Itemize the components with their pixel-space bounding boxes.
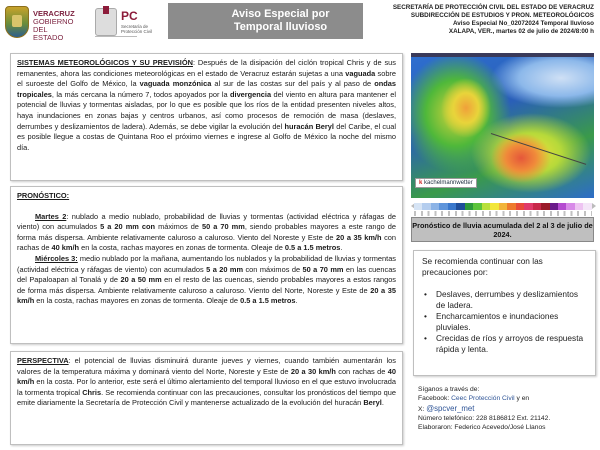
logo-line: VERACRUZ (33, 9, 75, 18)
emphasis: Beryl (363, 398, 382, 408)
follow-us-label: Síganos a través de: (418, 386, 480, 393)
scale-swatch (541, 203, 549, 210)
outlook-section (10, 351, 403, 445)
veracruz-logo-text (33, 10, 75, 42)
emphasis: 40 km/h (17, 366, 396, 387)
issuer-agency: SECRETARÍA DE PROTECCIÓN CIVIL DEL ESTADO DE VERACRUZ (392, 4, 594, 11)
body-text: con rachas de (335, 366, 388, 376)
scale-swatch (448, 203, 456, 210)
section-heading: SISTEMAS METEOROLÓGICOS Y SU PREVISIÓN (17, 58, 193, 67)
map-boundary-line (491, 133, 586, 165)
scale-swatch (422, 203, 430, 210)
x-line (418, 404, 550, 414)
contact-info (418, 385, 550, 432)
scale-swatch (583, 203, 591, 210)
scale-swatch (414, 203, 422, 210)
scale-swatch (482, 203, 490, 210)
list-item: • Deslaves, derrumbes y deslizamientos de ladera. (422, 289, 587, 311)
emphasis: 0.5 a 1.5 metros (284, 243, 341, 253)
emphasis: 20 a 50 mm (120, 275, 162, 285)
body-text: sobre el suroeste del Golfo de México, la (17, 68, 396, 89)
body-text: . (340, 243, 343, 253)
scale-swatch (439, 203, 447, 210)
forecast-wednesday (17, 254, 396, 307)
scale-swatch (550, 203, 558, 210)
pc-logo-text: PC (121, 9, 138, 23)
scale-swatch (516, 203, 524, 210)
body-text: en las cuencas del Papaloapan al Tonalá y de (17, 264, 396, 285)
issuer-department: SUBDIRECCIÓN DE ESTUDIOS Y PRON. METEOROLÓGICOS (410, 12, 594, 19)
emphasis: 0.5 a 1.5 metros (240, 296, 296, 306)
emphasis: 50 a 70 mm (302, 264, 344, 274)
emphasis: vaguada (345, 68, 376, 78)
scale-swatch (456, 203, 464, 210)
body-text: . (295, 296, 298, 306)
x-handle-link[interactable]: @spcver_met (426, 403, 475, 413)
section-heading: PRONÓSTICO: (17, 191, 70, 200)
page-title (168, 3, 363, 39)
section-heading: PERSPECTIVA (17, 356, 69, 365)
pc-emblem-icon (95, 8, 117, 36)
scale-swatch (524, 203, 532, 210)
emphasis: 20 a 35 km/h (336, 232, 382, 242)
body-text: . (381, 398, 384, 408)
emphasis: 20 a 30 km/h (290, 366, 336, 376)
map-watermark (415, 178, 477, 188)
body-text: . Se recomienda continuar con las precauciones, consultar los pronósticos del tiempo que emite diariamente la Secretaría de Protección Civil y mantenerse actualizado de la evolución del huracán (17, 387, 396, 408)
scale-swatch (499, 203, 507, 210)
recommendations-list (422, 289, 587, 355)
list-item: • Encharcamientos e inundaciones pluviales. (422, 311, 587, 333)
body-text: : el potencial de lluvias disminuirá durante jueves y viernes, cuando también aumentarán los valores de la temperatura máxima y dominará viento del Norte, Noreste y Este de (17, 356, 396, 376)
body-text: máximos de (155, 222, 202, 232)
scale-swatch (490, 203, 498, 210)
issue-date: XALAPA, VER., martes 02 de julio de 2024/8:00 h (448, 28, 594, 35)
map-brand-text: kachelmannwetter (424, 180, 473, 186)
map-title-bar (411, 53, 594, 57)
map-caption: Pronóstico de lluvia acumulada del 2 al 3 de julio de 2024. (411, 217, 594, 242)
pc-subtext-line: Secretaría de (121, 24, 149, 29)
body-text: con máximos de (243, 264, 303, 274)
list-item: • Crecidas de ríos y arroyos de respuesta rápida y lenta. (422, 333, 587, 355)
weather-systems-section (10, 53, 403, 181)
facebook-line (418, 394, 550, 403)
pc-subtext-line: Protección Civil (121, 29, 153, 34)
emphasis: 40 km/h (51, 243, 80, 253)
proteccion-civil-logo (95, 6, 165, 38)
veracruz-shield-icon (5, 6, 29, 38)
body-text: medio nublado por la mañana, aumentando los nublados y la probabilidad de lluvias y tormentas (actividad eléctrica y ráfagas de viento) con acumulados (17, 253, 396, 274)
emphasis: huracán Beryl (284, 121, 334, 131)
body-text: con rachas de (17, 232, 396, 253)
body-text: al sur de las costas sur del país y al paso de (211, 79, 375, 89)
emphasis: ondas tropicales (17, 79, 396, 99)
body-text: , siendo probables mayores a este rango de forma más dispersa. Ambiente relativamente caluroso a caluroso. Viento del Noreste y Este de (17, 222, 396, 242)
scale-swatch (431, 203, 439, 210)
scale-swatch (473, 203, 481, 210)
forecast-tuesday (17, 212, 396, 254)
pc-logo-subtext (121, 24, 152, 34)
body-text: del viento en altura para mantener el potencial de lluvias y tormentas aisladas, por lo que es posible que los ríos de la entidad presenten niveles altos, haya inundaciones en zonas bajas y centros urbanos, así como procesos de remoción de masa (deslaves, derrumbes y deslizamientos de ladera). Además, se debe vigilar la evolución del (17, 89, 396, 131)
body-text: : nublado a medio nublado, probabilidad de lluvias y tormentas (actividad eléctrica y ráfagas de viento) con acumulados (17, 211, 396, 232)
title-line-1: Aviso Especial por (231, 8, 330, 20)
rainfall-color-scale (414, 203, 592, 210)
issuer-info (393, 4, 594, 36)
facebook-label: Facebook: (418, 395, 452, 403)
emphasis: 5 a 20 mm con (100, 222, 156, 232)
body-text: en el resto de las cuencas, siendo probables mayores a estos rangos de forma más dispersa. Ambiente relativamente caluroso a caluroso. Viento del Norte, Noreste y Este de (17, 275, 397, 295)
body-text: en la costa, rachas mayores en zonas de tormenta. Oleaje de (34, 296, 241, 306)
emphasis: vaguada monzónica (139, 79, 212, 89)
scale-tick-labels (414, 211, 592, 216)
forecast-section (10, 186, 403, 344)
bulletin-number: Aviso Especial No_02072024 Temporal lluvioso (452, 20, 594, 27)
scale-swatch (566, 203, 574, 210)
body-text: , la más cercana la número 7, todos apoyados por la (51, 89, 230, 99)
title-line-2: Temporal lluvioso (233, 21, 328, 33)
spacer (17, 202, 396, 212)
authors: Elaboraron: Federico Acevedo/José Llanos (418, 424, 546, 432)
emphasis: 20 a 35 km/h (17, 285, 396, 306)
recommendations-intro: Se recomienda continuar con las precauciones por: (422, 256, 543, 277)
day-label: Martes 2 (35, 211, 67, 221)
scale-swatch (575, 203, 583, 210)
x-label: X: (418, 405, 427, 413)
body-text: en la costa, rachas mayores en zonas de tormenta. Oleaje de (79, 243, 285, 253)
body-text: : Después de la disipación del ciclón tropical Chris y de sus remanentes, ahora las condiciones meteorológicas en el estado de Veracruz estarán sujetas a una (17, 58, 396, 78)
scale-swatch (507, 203, 515, 210)
body-text: del Caribe, el cual es posible llegue a costas de Quintana Roo el próximo viernes e ingrese al Golfo de México la noche del mismo día. (17, 121, 396, 152)
connector-text: y en (514, 395, 530, 403)
kachelmann-logo-icon: k (419, 180, 423, 186)
emphasis: Chris (82, 387, 102, 397)
emphasis: divergencia (230, 89, 272, 99)
scale-swatch (558, 203, 566, 210)
emphasis: 50 a 70 mm (201, 222, 245, 232)
scale-right-arrow-icon (592, 203, 596, 209)
phone-number: Número telefónico: 228 8186812 Ext. 21142. (418, 414, 551, 422)
logo-line: GOBIERNO (33, 17, 74, 26)
header-divider (95, 36, 137, 37)
facebook-link[interactable]: Ceec Protección Civil (451, 395, 515, 403)
body-text: en la costa. Por lo anterior, este será el último alertamiento del temporal lluvioso en el que estuvo involucrada la tormenta tropical (17, 377, 396, 397)
emphasis: 5 a 20 mm (206, 264, 244, 274)
rainfall-forecast-map (411, 53, 594, 198)
scale-swatch (465, 203, 473, 210)
recommendations-box (413, 250, 596, 376)
veracruz-government-logo (5, 6, 75, 40)
logo-line: DEL ESTADO (33, 25, 64, 42)
day-label: Miércoles 3: (35, 253, 78, 263)
scale-swatch (533, 203, 541, 210)
